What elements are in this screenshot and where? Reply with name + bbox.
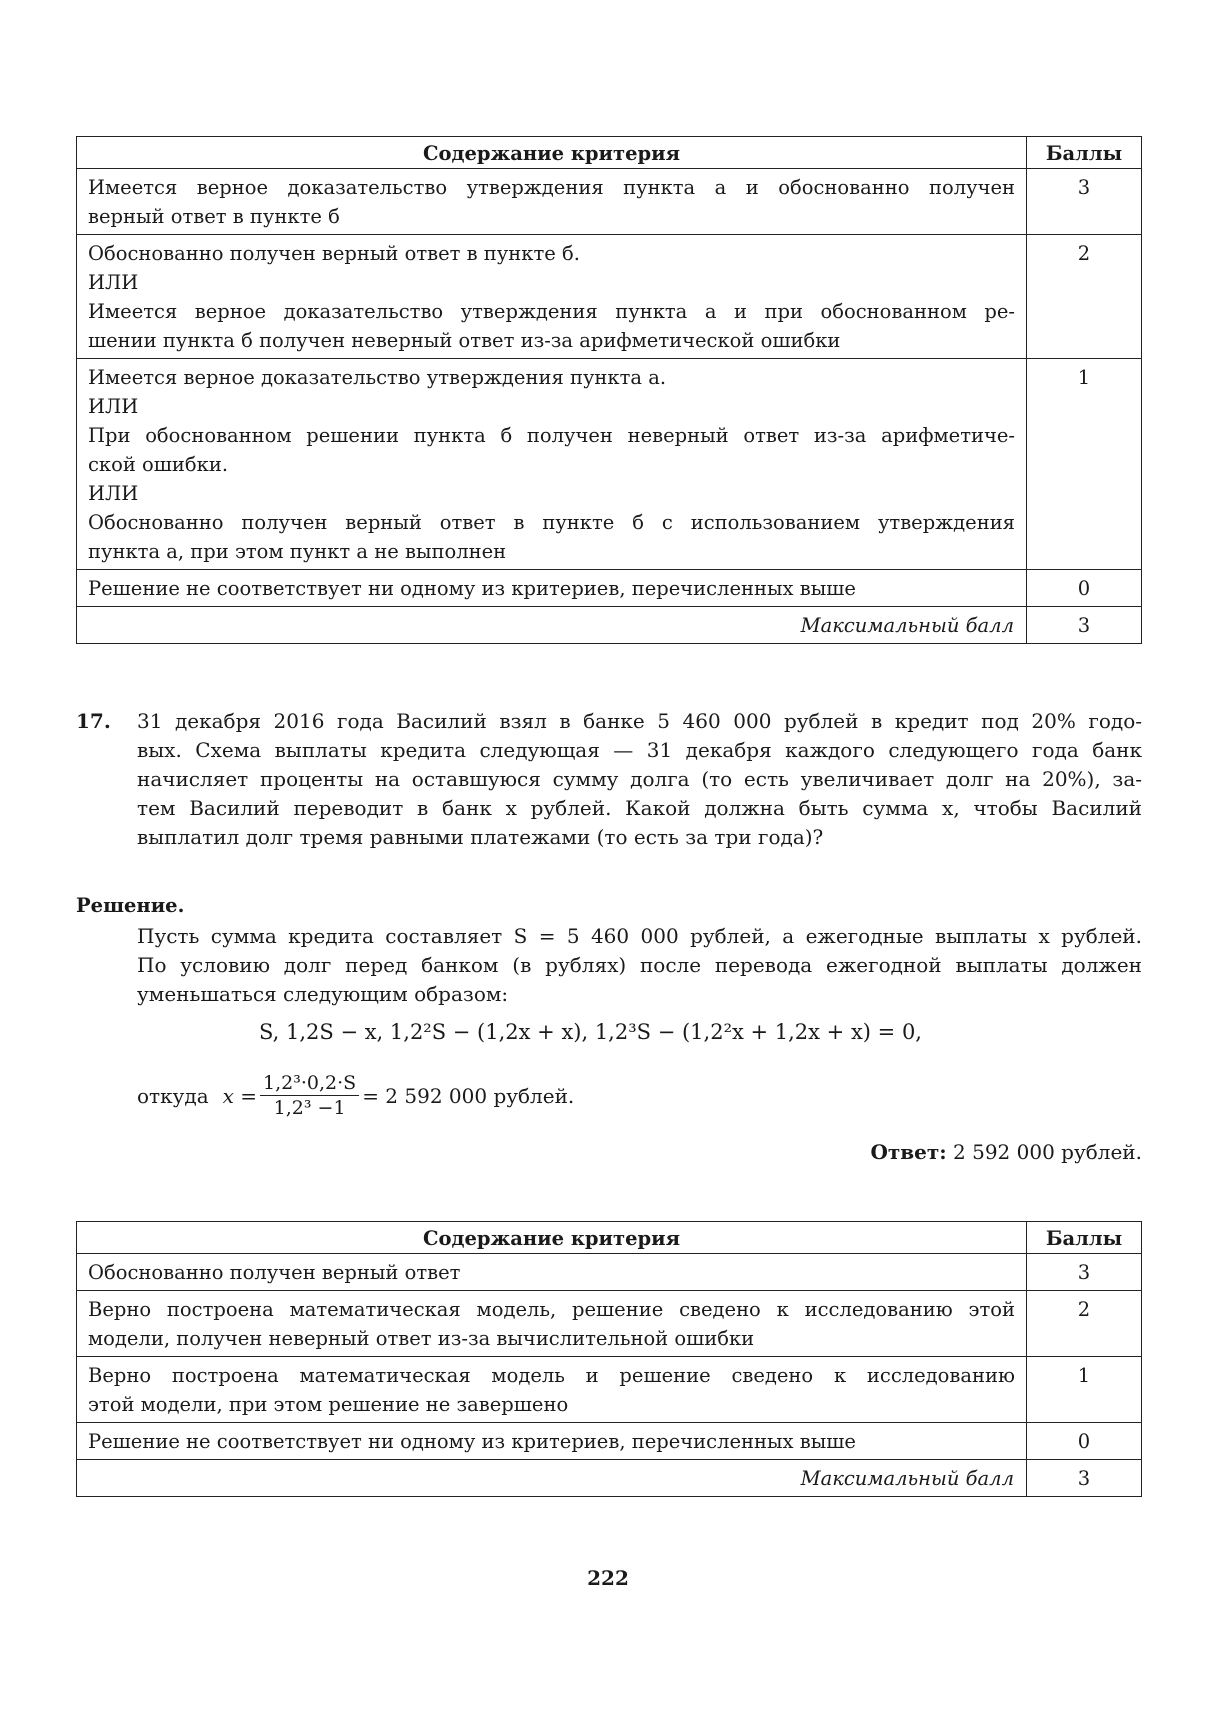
points-header: Баллы	[1027, 1222, 1142, 1254]
points-cell: 0	[1027, 1423, 1142, 1460]
criterion-line: пункта а, при этом пункт а не выполнен	[88, 540, 507, 563]
max-score-row	[77, 607, 1142, 644]
criterion-line: Имеется верное доказательство утверждения пункта а и обоснованно получен	[88, 176, 1015, 199]
criterion-line: При обоснованном решении пункта б получен неверный ответ из-за арифметиче-	[88, 424, 1015, 447]
solution-heading: Решение.	[76, 894, 185, 917]
points-header: Баллы	[1027, 137, 1142, 169]
max-score-label: Максимальный балл	[77, 607, 1027, 644]
points-cell: 0	[1027, 570, 1142, 607]
solution-line: уменьшаться следующим образом:	[137, 982, 509, 1006]
table-row	[77, 1357, 1142, 1423]
max-score-row	[77, 1460, 1142, 1497]
table-row	[77, 1254, 1142, 1291]
points-cell: 1	[1027, 1357, 1142, 1423]
table-row	[77, 235, 1142, 359]
table-row	[77, 169, 1142, 235]
criterion-line: Обоснованно получен верный ответ в пункте б с использованием утверждения	[88, 511, 1015, 534]
points-cell: 3	[1027, 169, 1142, 235]
max-score-label: Максимальный балл	[77, 1460, 1027, 1497]
criterion-cell	[77, 1254, 1027, 1291]
points-cell: 2	[1027, 235, 1142, 359]
criterion-line: ИЛИ	[88, 482, 139, 505]
problem-line: вых. Схема выплаты кредита следующая — 31 декабря каждого следующего года банк	[137, 738, 1142, 762]
criterion-header: Содержание критерия	[77, 137, 1027, 169]
criterion-header: Содержание критерия	[77, 1222, 1027, 1254]
problem-line: начисляет проценты на оставшуюся сумму долга (то есть увеличивает долг на 20%), за-	[137, 767, 1142, 791]
problem-text	[137, 707, 1142, 852]
frac-lhs: x =	[222, 1083, 258, 1108]
solution-text	[137, 922, 1142, 1009]
table-header-row	[77, 1222, 1142, 1254]
criterion-line: шении пункта б получен неверный ответ из-за арифметической ошибки	[88, 329, 841, 352]
criterion-line: ИЛИ	[88, 271, 139, 294]
criterion-line: Обоснованно получен верный ответ в пункте б.	[88, 242, 580, 265]
fraction-numerator: 1,2³·0,2·S	[260, 1072, 359, 1096]
criterion-line: верный ответ в пункте б	[88, 205, 340, 228]
criterion-line: Имеется верное доказательство утверждения пункта а.	[88, 366, 667, 389]
answer	[870, 1140, 1142, 1164]
criterion-line: Верно построена математическая модель, решение сведено к исследованию этой	[88, 1298, 1015, 1321]
fraction-denominator: 1,2³ −1	[273, 1097, 346, 1119]
criterion-line: Обоснованно получен верный ответ	[88, 1261, 461, 1284]
criterion-cell	[77, 359, 1027, 570]
answer-label: Ответ:	[870, 1140, 947, 1164]
problem-line: 31 декабря 2016 года Василий взял в банке 5 460 000 рублей в кредит под 20% годо-	[137, 709, 1142, 733]
solution-line: Пусть сумма кредита составляет S = 5 460 000 рублей, а ежегодные выплаты x рублей.	[137, 924, 1142, 948]
points-cell: 3	[1027, 1254, 1142, 1291]
otkuda-word: откуда	[137, 1083, 209, 1108]
criterion-line: этой модели, при этом решение не завершено	[88, 1393, 569, 1416]
table-header-row	[77, 137, 1142, 169]
criterion-line: Решение не соответствует ни одному из критериев, перечисленных выше	[88, 1430, 856, 1453]
problem-line: выплатил долг тремя равными платежами (то есть за три года)?	[137, 825, 824, 849]
answer-value: 2 592 000 рублей.	[946, 1140, 1142, 1164]
debt-sequence-formula: S, 1,2S − x, 1,2²S − (1,2x + x), 1,2³S − (1,2²x + 1,2x + x) = 0,	[259, 1020, 922, 1044]
criterion-line: Решение не соответствует ни одному из критериев, перечисленных выше	[88, 577, 856, 600]
max-score-value: 3	[1027, 1460, 1142, 1497]
criteria-table-2	[76, 1221, 1142, 1497]
points-cell: 1	[1027, 359, 1142, 570]
table-row	[77, 570, 1142, 607]
table-row	[77, 1291, 1142, 1357]
problem-number: 17.	[76, 709, 111, 733]
criterion-cell	[77, 1291, 1027, 1357]
criterion-line: ИЛИ	[88, 395, 139, 418]
result-formula	[137, 1072, 574, 1119]
criterion-line: модели, получен неверный ответ из-за вычислительной ошибки	[88, 1327, 755, 1350]
criterion-cell	[77, 235, 1027, 359]
fraction	[260, 1072, 359, 1119]
problem-17	[76, 707, 1142, 852]
table-row	[77, 359, 1142, 570]
problem-line: тем Василий переводит в банк x рублей. Какой должна быть сумма x, чтобы Василий	[137, 796, 1142, 820]
criteria-table-1	[76, 136, 1142, 644]
max-score-value: 3	[1027, 607, 1142, 644]
solution-line: По условию долг перед банком (в рублях) после перевода ежегодной выплаты должен	[137, 953, 1142, 977]
points-cell: 2	[1027, 1291, 1142, 1357]
criterion-cell	[77, 169, 1027, 235]
criterion-cell	[77, 1357, 1027, 1423]
result-value: = 2 592 000 рублей.	[362, 1083, 575, 1108]
table-row	[77, 1423, 1142, 1460]
criterion-line: ской ошибки.	[88, 453, 229, 476]
criterion-cell	[77, 570, 1027, 607]
criterion-line: Верно построена математическая модель и решение сведено к исследованию	[88, 1364, 1015, 1387]
page-number: 222	[587, 1566, 629, 1590]
criterion-cell	[77, 1423, 1027, 1460]
criterion-line: Имеется верное доказательство утверждения пункта а и при обоснованном ре-	[88, 300, 1015, 323]
